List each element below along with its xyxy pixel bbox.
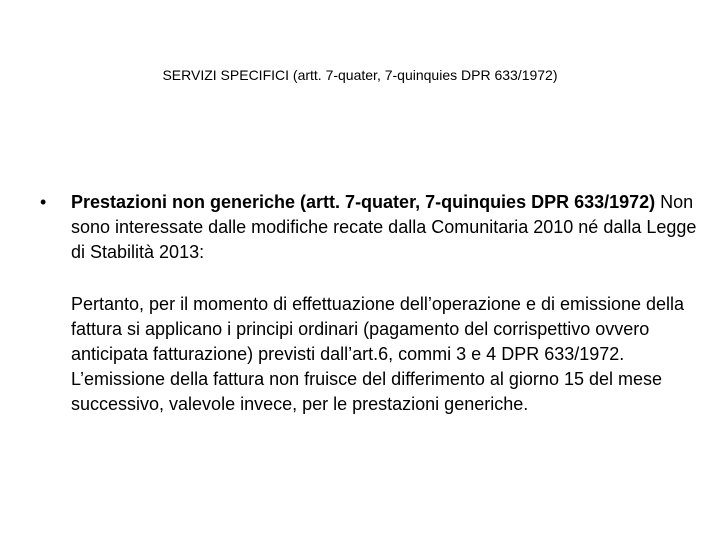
bullet-heading: Prestazioni non generiche (artt. 7-quater, 7-quinquies DPR 633/1972) bbox=[71, 192, 656, 212]
bullet-item bbox=[40, 190, 700, 265]
slide-title: SERVIZI SPECIFICI (artt. 7-quater, 7-quinquies DPR 633/1972) bbox=[162, 67, 558, 83]
bullet-icon: • bbox=[40, 192, 47, 212]
slide-content bbox=[40, 190, 700, 417]
paragraph-differimento: L’emissione della fattura non fruisce del differimento al giorno 15 del mese successivo, valevole invece, per le prestazioni generiche. bbox=[71, 369, 663, 414]
bullet-text: Non sono interessate dalle modifiche recate dalla Comunitaria 2010 né dalla Legge di Stabilità 2013: bbox=[71, 192, 697, 262]
paragraph-effettuazione: Pertanto, per il momento di effettuazione dell’operazione e di emissione della fattura si applicano i principi ordinari (pagamento del corrispettivo ovvero anticipata fatturazione) previsti dall’art.6, commi 3 e 4 DPR 633/1972. bbox=[71, 294, 685, 364]
